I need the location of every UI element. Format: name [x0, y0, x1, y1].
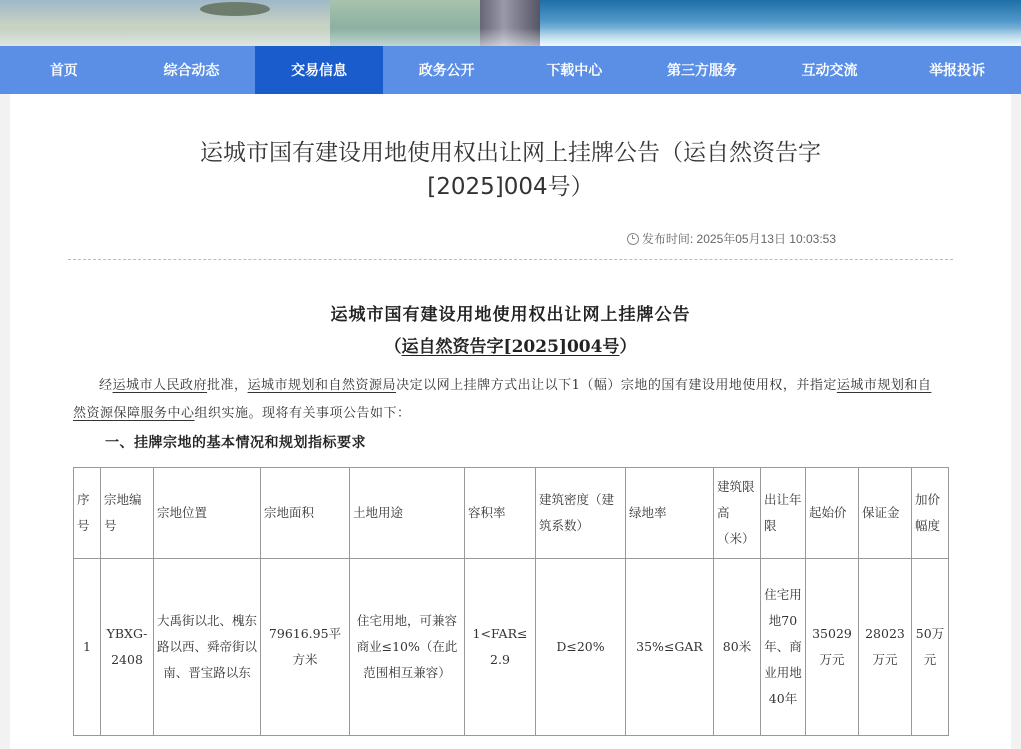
table-cell: 住宅用地，可兼容商业≤10%（在此范围相互兼容）	[350, 559, 465, 736]
header-banner	[0, 0, 1021, 46]
table-row	[74, 559, 949, 736]
title-divider	[68, 259, 953, 260]
col-header: 序号	[74, 468, 101, 559]
col-header: 起始价	[806, 468, 859, 559]
col-header: 宗地位置	[154, 468, 261, 559]
table-cell: 住宅用地70年、商业用地40年	[761, 559, 806, 736]
table-cell: 79616.95平方米	[261, 559, 350, 736]
table-header-row	[74, 468, 949, 559]
col-header: 土地用途	[350, 468, 465, 559]
article-container	[10, 94, 1011, 749]
table-cell: 35029万元	[806, 559, 859, 736]
clock-icon	[627, 233, 639, 245]
col-header: 建筑密度（建筑系数）	[536, 468, 626, 559]
nav-item-third-party[interactable]: 第三方服务	[666, 63, 737, 79]
notice-heading: 运城市国有建设用地使用权出让网上挂牌公告	[330, 305, 691, 325]
intro-paragraph: 经运城市人民政府批准，运城市规划和自然资源局决定以网上挂牌方式出让以下1（幅）宗地的国有建设用地使用权，并指定运城市规划和自然资源保障服务中心组织实施。现将有关事项公告如下：	[73, 378, 932, 421]
nav-item-news[interactable]: 综合动态	[163, 63, 220, 79]
col-header: 宗地面积	[261, 468, 350, 559]
link-planning-bureau: 运城市规划和自然资源局	[247, 378, 397, 393]
table-cell: YBXG-2408	[101, 559, 154, 736]
page-title	[10, 136, 1011, 204]
land-parcel-table	[73, 467, 949, 736]
col-header: 出让年限	[761, 468, 806, 559]
table-cell: 1<FAR≤2.9	[465, 559, 536, 736]
nav-item-downloads[interactable]: 下载中心	[546, 63, 603, 79]
table-cell: D≤20%	[536, 559, 626, 736]
nav-item-government[interactable]: 政务公开	[418, 63, 475, 79]
notice-number: 运自然资告字[2025]004号	[401, 337, 620, 357]
nav-item-home[interactable]: 首页	[49, 63, 78, 79]
col-header: 保证金	[859, 468, 912, 559]
col-header: 建筑限高（米）	[714, 468, 761, 559]
col-header: 加价幅度	[912, 468, 949, 559]
table-cell: 28023万元	[859, 559, 912, 736]
col-header: 容积率	[465, 468, 536, 559]
link-service-center: 运城市规划和自然资源保障服务中心	[73, 378, 932, 421]
link-city-government: 运城市人民政府	[112, 378, 208, 393]
section-heading-1: 一、挂牌宗地的基本情况和规划指标要求	[105, 435, 366, 451]
main-nav	[0, 46, 1021, 94]
table-cell: 1	[74, 559, 101, 736]
nav-item-trade-info[interactable]: 交易信息	[255, 46, 383, 94]
table-cell: 大禹街以北、槐东路以西、舜帝街以南、晋宝路以东	[154, 559, 261, 736]
col-header: 宗地编号	[101, 468, 154, 559]
nav-item-report[interactable]: 举报投诉	[929, 63, 986, 79]
notice-subheading: （运自然资告字[2025]004号）	[384, 337, 637, 357]
nav-item-interaction[interactable]: 互动交流	[801, 63, 858, 79]
publish-time-text: 发布时间: 2025年05月13日 10:03:53	[641, 232, 836, 246]
table-cell: 80米	[714, 559, 761, 736]
table-cell: 35%≤GAR	[626, 559, 714, 736]
col-header: 绿地率	[626, 468, 714, 559]
page-title-text: 运城市国有建设用地使用权出让网上挂牌公告（运自然资告字[2025]004号）	[200, 140, 821, 200]
publish-time	[627, 230, 836, 247]
table-cell: 50万元	[912, 559, 949, 736]
banner-island	[200, 2, 270, 16]
